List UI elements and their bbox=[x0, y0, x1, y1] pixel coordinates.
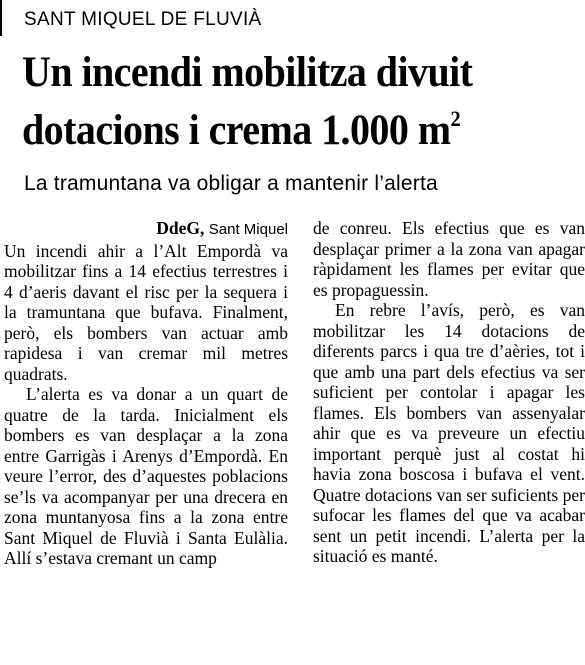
article-column-2 bbox=[313, 218, 585, 567]
paragraph-1: Un incendi ahir a l’Alt Empordà va mobilitzar fins a 14 efectius terrestres i 4 d’aeris davant el risc per la sequera i la tramuntana que bufava. Finalment, però, els bombers van actuar amb rapidesa i van cremar mil metres quadrats. bbox=[4, 240, 288, 384]
byline-place: Sant Miquel bbox=[208, 221, 288, 238]
headline-line-2 bbox=[22, 96, 538, 154]
headline-superscript: 2 bbox=[450, 106, 461, 131]
subtitle: La tramuntana va obligar a mantenir l’alerta bbox=[24, 172, 438, 195]
headline-line-1: Un incendi mobilitza divuit bbox=[22, 49, 473, 96]
kicker: SANT MIQUEL DE FLUVIÀ bbox=[24, 9, 262, 30]
paragraph-3: En rebre l’avís, però, es van mobilitzar les 14 dotacions de diferents parcs i qua tre d’aèries, tot i que amb una part dels efectius va ser suficient per contolar i apagar les flames. Els bombers van assenyalar ahir que es va preveure un efectiu important perquè just al costat hi havia zona boscosa i bufava el vent. Quatre dotacions van ser suficients per sufocar les flames del que va acabar sent un petit incendi. L’alerta per la situació es manté. bbox=[313, 300, 585, 566]
byline-signature: DdeG, bbox=[156, 218, 205, 238]
headline bbox=[22, 50, 538, 154]
article-column-1 bbox=[4, 218, 288, 569]
headline-line-2-text: dotacions i crema 1.000 m bbox=[22, 107, 451, 154]
paragraph-2: L’alerta es va donar a un quart de quatre de la tarda. Inicialment els bombers es van desplaçar a la zona entre Garrigàs i Arenys d’Empordà. En veure l’error, des d’aquestes poblacions se’ls va acompanyar per una drecera en zona muntanyosa fins a la zona entre Sant Miquel de Fluvià i Santa Eulàlia. Allí s’estava cremant un camp bbox=[4, 384, 288, 568]
kicker-rule bbox=[0, 0, 2, 36]
byline bbox=[4, 218, 288, 241]
paragraph-2-continued: de conreu. Els efectius que es van desplaçar primer a la zona van apagar ràpidament les flames per evitar que es propaguessin. bbox=[313, 218, 585, 300]
